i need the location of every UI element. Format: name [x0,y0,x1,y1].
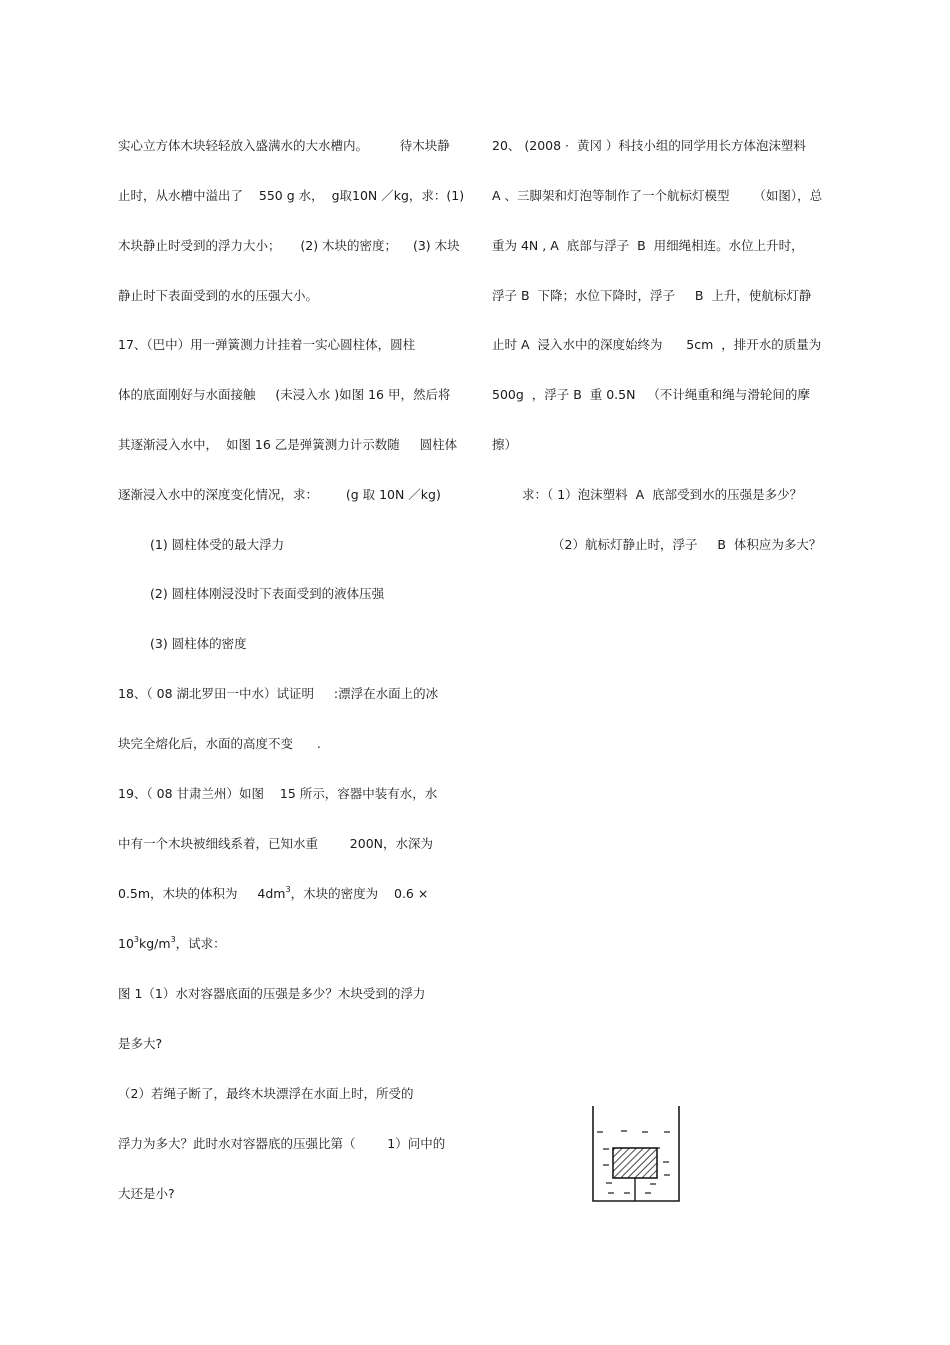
wood-block [613,1148,657,1178]
q18-line-2: 块完全熔化后，水面的高度不变 . [118,736,321,751]
q17-item-2: (2) 圆柱体刚浸没时下表面受到的液体压强 [150,586,385,601]
q19-density-unit: kg/m [139,936,171,951]
q19-volume-exponent: 3 [285,885,291,894]
q16-line-4: 静止时下表面受到的水的压强大小。 [118,288,319,303]
q17-item-3: (3) 圆柱体的密度 [150,636,247,651]
q20-line-6: 500g ，浮子 B 重 0.5N （不计绳重和绳与滑轮间的摩 [492,387,810,402]
q16-line-1: 实心立方体木块轻轻放入盛满水的大水槽内。 待木块静 [118,138,450,153]
q17-line-1: 17、（巴中）用一弹簧测力计挂着一实心圆柱体，圆柱 [118,337,416,352]
container-figure [588,1104,684,1204]
q19-ask: ，试求： [175,936,226,951]
q19-line-3 [118,886,428,902]
q19-density-base: 10 [118,936,134,951]
q20-line-5: 止时 A 浸入水中的深度始终为 5cm ，排开水的质量为 [492,337,822,352]
q17-line-4: 逐渐浸入水中的深度变化情况，求： (g 取 10N ／kg) [118,487,441,502]
q19-line-9: 大还是小? [118,1186,175,1201]
q16-line-2: 止时，从水槽中溢出了 550 g 水， g取10N ／kg，求：(1) [118,188,465,203]
q19-line-5: 图 1（1）水对容器底面的压强是多少？木块受到的浮力 [118,986,426,1001]
q20-line-7: 擦） [492,437,518,452]
q19-line-6: 是多大? [118,1036,163,1051]
q19-line-2: 中有一个木块被细线系着，已知水重 200N，水深为 [118,836,433,851]
q19-line-8: 浮力为多大？此时水对容器底的压强比第（ 1）问中的 [118,1136,446,1151]
q20-line-3: 重为 4N , A 底部与浮子 B 用细绳相连。水位上升时， [492,238,804,253]
q17-line-3: 其逐渐浸入水中， 如图 16 乙是弹簧测力计示数随 圆柱体 [118,437,458,452]
q19-line-7: （2）若绳子断了，最终木块漂浮在水面上时，所受的 [118,1086,414,1101]
q17-line-2: 体的底面刚好与水面接触 (未浸入水 )如图 16 甲，然后将 [118,387,451,402]
container-with-tied-wood-block-icon [588,1104,684,1204]
q17-item-1: (1) 圆柱体受的最大浮力 [150,537,285,552]
q19-line-4 [118,936,226,952]
q19-volume-text: 0.5m，木块的体积为 4dm [118,886,286,901]
q20-line-2: A 、三脚架和灯泡等制作了一个航标灯模型 （如图），总 [492,188,823,203]
q20-line-1: 20、 (2008 · 黄冈 ）科技小组的同学用长方体泡沫塑料 [492,138,806,153]
q20-item-2: （2）航标灯静止时，浮子 B 体积应为多大？ [552,537,822,552]
q20-item-1: 求：（ 1）泡沫塑料 A 底部受到水的压强是多少？ [522,487,803,502]
q19-line-1: 19、（ 08 甘肃兰州）如图 15 所示，容器中装有水，水 [118,786,438,801]
q20-line-4: 浮子 B 下降；水位下降时，浮子 B 上升，使航标灯静 [492,288,812,303]
q19-density-exponent: 3 [133,935,139,944]
q18-line-1: 18、（ 08 湖北罗田一中水）试证明 :漂浮在水面上的冰 [118,686,439,701]
q19-density-text: ，木块的密度为 0.6 × [290,886,429,901]
q16-line-3: 木块静止时受到的浮力大小； (2) 木块的密度； (3) 木块 [118,238,460,253]
q19-unit-exponent: 3 [170,935,176,944]
